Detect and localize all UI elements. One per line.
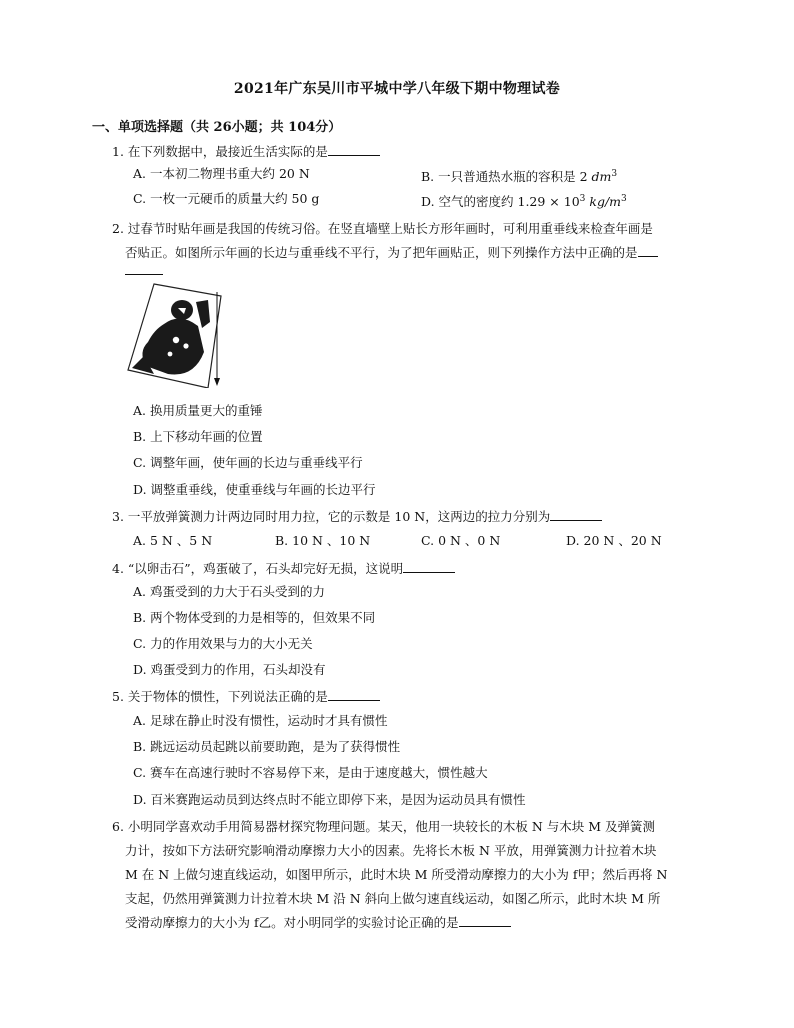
q4-option-d: D. 鸡蛋受到力的作用，石头却没有 <box>133 662 326 677</box>
q5-stem <box>112 688 380 706</box>
q6-line3: M 在 N 上做匀速直线运动，如图甲所示，此时木块 M 所受滑动摩擦力的大小为 f甲；然后再将 N <box>125 867 668 882</box>
q2-option-b: B. 上下移动年画的位置 <box>133 429 263 444</box>
new-year-painting-figure <box>124 282 224 388</box>
q5-option-a: A. 足球在静止时没有惯性，运动时才具有惯性 <box>133 713 388 728</box>
q1-option-d-unit: kg/m <box>585 194 622 210</box>
q5-option-d: D. 百米赛跑运动员到达终点时不能立即停下来，是因为运动员具有惯性 <box>133 792 526 807</box>
section-heading: 一、单项选择题（共 26小题；共 104分） <box>92 120 342 135</box>
answer-blank <box>328 688 380 701</box>
answer-blank <box>550 508 602 521</box>
q2-option-a: A. 换用质量更大的重锤 <box>133 403 263 418</box>
answer-blank <box>638 244 658 257</box>
q4-option-a: A. 鸡蛋受到的力大于石头受到的力 <box>133 584 325 599</box>
q3-option-b: B. 10 N 、10 N <box>275 533 371 548</box>
q2-stem-line2 <box>125 244 658 262</box>
q1-option-d-unit-exp: 3 <box>621 194 627 204</box>
q3-option-c: C. 0 N 、0 N <box>421 533 501 548</box>
q3-option-a: A. 5 N 、5 N <box>133 533 213 548</box>
q6-line5 <box>125 914 511 932</box>
q4-stem <box>112 560 455 578</box>
answer-blank <box>403 560 455 573</box>
q2-blank-continuation <box>125 262 163 280</box>
q1-option-b <box>421 165 617 186</box>
answer-blank <box>459 914 511 927</box>
q6-line4: 支起，仍然用弹簧测力计拉着木块 M 沿 N 斜向上做匀速直线运动，如图乙所示，此时木块 M 所 <box>125 891 661 906</box>
page-title: 2021年广东吴川市平城中学八年级下期中物理试卷 <box>233 81 561 97</box>
q3-option-d: D. 20 N 、20 N <box>566 533 662 548</box>
q1-option-b-unit: dm <box>591 169 612 185</box>
q5-option-b: B. 跳远运动员起跳以前要助跑，是为了获得惯性 <box>133 739 401 754</box>
q2-stem-line1: 2. 过春节时贴年画是我国的传统习俗。在竖直墙壁上贴长方形年画时，可利用重垂线来检查年画是 <box>112 221 653 236</box>
q1-option-d-exp: 3 <box>579 194 586 204</box>
answer-blank <box>125 262 163 275</box>
q2-option-d: D. 调整重垂线，使重垂线与年画的长边平行 <box>133 482 376 497</box>
q2-stem-line2-text: 否贴正。如图所示年画的长边与重垂线不平行，为了把年画贴正，则下列操作方法中正确的是 <box>125 245 638 260</box>
q1-option-a: A. 一本初二物理书重大约 20 N <box>133 166 310 181</box>
q2-option-c: C. 调整年画，使年画的长边与重垂线平行 <box>133 455 363 470</box>
q5-option-c: C. 赛车在高速行驶时不容易停下来，是由于速度越大，惯性越大 <box>133 765 488 780</box>
q4-option-b: B. 两个物体受到的力是相等的，但效果不同 <box>133 610 376 625</box>
q3-stem-text: 3. 一平放弹簧测力计两边同时用力拉，它的示数是 10 N，这两边的拉力分别为 <box>112 509 551 524</box>
q3-stem <box>112 508 602 526</box>
q1-option-b-text: B. 一只普通热水瓶的容积是 2 <box>421 169 592 185</box>
q6-line2: 力计，按如下方法研究影响滑动摩擦力大小的因素。先将长木板 N 平放，用弹簧测力计拉着木块 <box>125 843 657 858</box>
q4-stem-text: 4. “以卵击石”，鸡蛋破了，石头却完好无损，这说明 <box>112 561 404 576</box>
q1-option-b-exp: 3 <box>611 169 618 179</box>
q1-option-c: C. 一枚一元硬币的质量大约 50 g <box>133 191 320 206</box>
answer-blank <box>328 143 380 156</box>
q1-option-d <box>421 190 627 211</box>
q1-stem <box>112 143 380 161</box>
q5-stem-text: 5. 关于物体的惯性，下列说法正确的是 <box>112 689 328 704</box>
q6-line5-text: 受滑动摩擦力的大小为 f乙。对小明同学的实验讨论正确的是 <box>125 915 459 930</box>
q6-line1: 6. 小明同学喜欢动手用简易器材探究物理问题。某天，他用一块较长的木板 N 与木块 M 及弹簧测 <box>112 819 656 834</box>
q1-stem-text: 1. 在下列数据中，最接近生活实际的是 <box>112 144 328 159</box>
q1-option-d-text: D. 空气的密度约 1.29 × 10 <box>421 194 580 210</box>
q4-option-c: C. 力的作用效果与力的大小无关 <box>133 636 313 651</box>
